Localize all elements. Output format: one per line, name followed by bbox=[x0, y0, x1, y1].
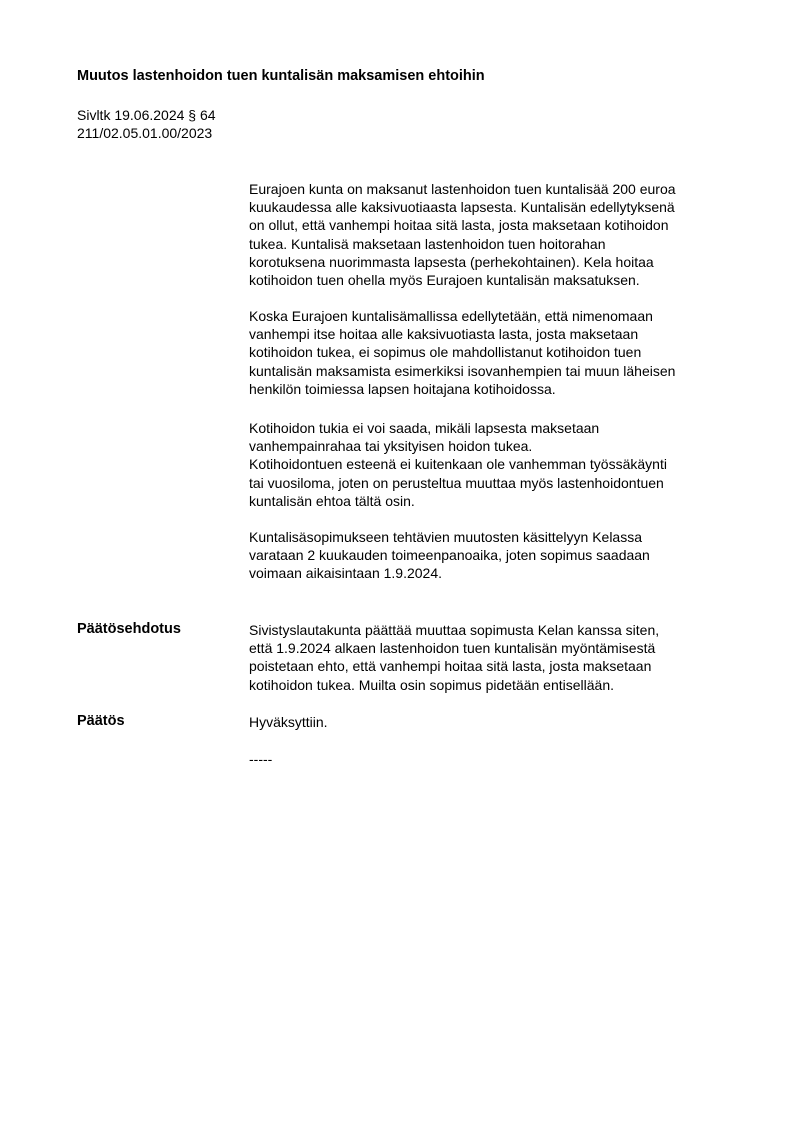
body-paragraph-4 bbox=[249, 528, 650, 583]
document-title: Muutos lastenhoidon tuen kuntalisän maksamisen ehtoihin bbox=[77, 68, 485, 84]
record-number: 211/02.05.01.00/2023 bbox=[77, 125, 213, 141]
paragraph-line: Kotihoidon tukia ei voi saada, mikäli lapsesta maksetaan bbox=[249, 420, 600, 436]
proposal-line: että 1.9.2024 alkaen lastenhoidon tuen kuntalisän myöntämisestä bbox=[249, 640, 656, 657]
paragraph-line: Kuntalisäsopimukseen tehtävien muutosten käsittelyyn Kelassa bbox=[249, 529, 642, 545]
paragraph-line: kotihoidon tukea, ei sopimus ole mahdollistanut kotihoidon tuen bbox=[249, 344, 642, 361]
paragraph-line: on ollut, että vanhempi hoitaa sitä lasta, josta maksetaan kotihoidon bbox=[249, 217, 669, 234]
paragraph-line: korotuksena nuorimmasta lapsesta (perhekohtainen). Kela hoitaa bbox=[249, 253, 654, 270]
proposal-line: poistetaan ehto, että vanhempi hoitaa sitä lasta, josta maksetaan bbox=[249, 658, 652, 675]
paragraph-line: Koska Eurajoen kuntalisämallissa edellytetään, että nimenomaan bbox=[249, 308, 653, 324]
paragraph-line: vanhempainrahaa tai yksityisen hoidon tukea. bbox=[249, 438, 533, 455]
proposal-line: Sivistyslautakunta päättää muuttaa sopimusta Kelan kanssa siten, bbox=[249, 622, 660, 638]
paragraph-line: kuukaudessa alle kaksivuotiaasta lapsesta. Kuntalisän edellytyksenä bbox=[249, 199, 675, 216]
paragraph-line: kuntalisän maksamista esimerkiksi isovanhempien tai muun läheisen bbox=[249, 362, 676, 379]
meeting-reference: Sivltk 19.06.2024 § 64 bbox=[77, 107, 216, 123]
paragraph-line: Kotihoidontuen esteenä ei kuitenkaan ole vanhemman työssäkäynti bbox=[249, 456, 667, 473]
body-paragraph-1 bbox=[249, 180, 676, 289]
proposal-text bbox=[249, 621, 659, 694]
paragraph-line: vanhempi itse hoitaa alle kaksivuotiasta lasta, josta maksetaan bbox=[249, 326, 639, 343]
decision-text: Hyväksyttiin. bbox=[249, 714, 328, 730]
reference-block bbox=[77, 106, 216, 142]
proposal-line: kotihoidon tukea. Muilta osin sopimus pidetään entisellään. bbox=[249, 676, 615, 693]
proposal-label: Päätösehdotus bbox=[77, 621, 181, 637]
body-paragraph-3 bbox=[249, 419, 667, 510]
paragraph-line: kuntalisän ehtoa tältä osin. bbox=[249, 492, 415, 509]
paragraph-line: kotihoidon tuen ohella myös Eurajoen kuntalisän maksatuksen. bbox=[249, 272, 640, 289]
paragraph-line: voimaan aikaisintaan 1.9.2024. bbox=[249, 565, 443, 582]
paragraph-line: henkilön toimiessa lapsen hoitajana kotihoidossa. bbox=[249, 380, 556, 397]
decision-separator: ----- bbox=[249, 751, 273, 767]
decision-label: Päätös bbox=[77, 713, 125, 729]
paragraph-line: tai vuosiloma, joten on perusteltua muuttaa myös lastenhoidontuen bbox=[249, 474, 664, 491]
paragraph-line: tukea. Kuntalisä maksetaan lastenhoidon tuen hoitorahan bbox=[249, 235, 606, 252]
paragraph-line: Eurajoen kunta on maksanut lastenhoidon tuen kuntalisää 200 euroa bbox=[249, 181, 676, 197]
body-paragraph-2 bbox=[249, 307, 675, 398]
paragraph-line: varataan 2 kuukauden toimeenpanoaika, joten sopimus saadaan bbox=[249, 547, 650, 564]
